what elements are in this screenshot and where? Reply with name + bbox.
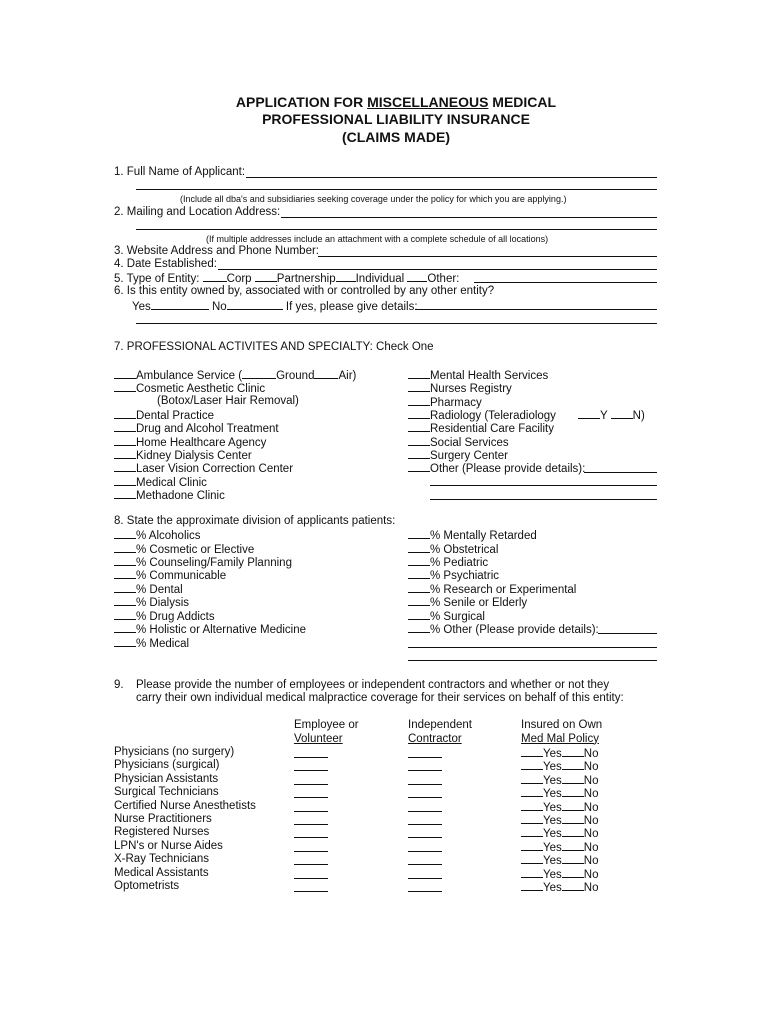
q2-note: (If multiple addresses include an attachment with a complete schedule of all locations): [206, 234, 549, 244]
q9-insured-choice: [521, 759, 598, 774]
q8-drug-addicts-blank[interactable]: [114, 609, 136, 620]
q7-laser-blank[interactable]: [114, 461, 136, 472]
q8-holistic: % Holistic or Alternative Medicine: [114, 622, 306, 637]
q5-corp: Corp: [226, 273, 252, 285]
q2-address-field[interactable]: [281, 217, 657, 218]
q9-contractor-field[interactable]: [408, 797, 442, 798]
q9-text-1: Please provide the number of employees or independent contractors and whether or not they: [136, 679, 610, 691]
q8-obstetrical: % Obstetrical: [408, 542, 498, 557]
q9-no: No: [583, 855, 599, 867]
q9-employee-field[interactable]: [294, 811, 328, 812]
q8-dialysis: % Dialysis: [114, 595, 189, 610]
q9-no-blank[interactable]: [562, 800, 584, 811]
q9-no: No: [583, 748, 599, 760]
q5-individual: Individual: [355, 273, 405, 285]
q9-yes-blank[interactable]: [521, 786, 543, 797]
q7-drug-blank[interactable]: [114, 421, 136, 432]
q9-insured-choice: [521, 786, 598, 801]
q7-radiology-yn: Y N): [578, 408, 645, 423]
q7-ambulance: Ambulance Service ( Ground Air): [114, 368, 356, 383]
form-title-line2: PROFESSIONAL LIABILITY INSURANCE: [262, 111, 530, 127]
q5-other-blank[interactable]: [407, 271, 427, 282]
q6-details-field[interactable]: [415, 309, 657, 310]
q7-surgery-blank[interactable]: [408, 448, 430, 459]
q9-number: 9.: [114, 679, 124, 691]
q6-yes-blank[interactable]: [151, 299, 209, 310]
q4-date-field[interactable]: [218, 269, 657, 270]
q9-contractor-field[interactable]: [408, 891, 442, 892]
q9-row-label: Registered Nurses: [114, 826, 210, 838]
q7-label: 7. PROFESSIONAL ACTIVITES AND SPECIALTY: Check One: [114, 341, 434, 353]
q9-no: No: [583, 815, 599, 827]
q9-yes: Yes: [543, 842, 562, 854]
q9-no: No: [583, 775, 599, 787]
q7-home: Home Healthcare Agency: [114, 435, 266, 450]
q8-surgical-blank[interactable]: [408, 609, 430, 620]
q9-row-label: Surgical Technicians: [114, 786, 219, 798]
q9-col-employee: Employee or Volunteer: [294, 719, 359, 745]
q7-other-field-3[interactable]: [430, 499, 657, 500]
q8-dental-blank[interactable]: [114, 582, 136, 593]
q7-other-field[interactable]: [584, 472, 657, 473]
q7-radiology: Radiology (Teleradiology: [408, 408, 556, 423]
q9-text-2: carry their own individual medical malpractice coverage for their services on behalf of this entity:: [136, 692, 624, 704]
q9-no-blank[interactable]: [562, 813, 584, 824]
q7-cosmetic-blank[interactable]: [114, 381, 136, 392]
q7-medical-blank[interactable]: [114, 475, 136, 486]
q7-radiology-y-blank[interactable]: [578, 408, 600, 419]
q8-label: 8. State the approximate division of applicants patients:: [114, 515, 396, 527]
q7-other-blank[interactable]: [408, 461, 430, 472]
q8-other: % Other (Please provide details):: [408, 622, 599, 637]
q9-yes-blank[interactable]: [521, 813, 543, 824]
q1-note: (Include all dba's and subsidiaries seeking coverage under the policy for which you are applying.): [180, 194, 567, 204]
q9-no-blank[interactable]: [562, 853, 584, 864]
q5-partnership-blank[interactable]: [255, 271, 277, 282]
q1-name-field-2[interactable]: [136, 189, 657, 190]
q8-communicable-blank[interactable]: [114, 568, 136, 579]
q9-no: No: [583, 828, 599, 840]
q8-senile-blank[interactable]: [408, 595, 430, 606]
q9-no-blank[interactable]: [562, 880, 584, 891]
q7-radiology-n-blank[interactable]: [611, 408, 633, 419]
q9-yes-blank[interactable]: [521, 746, 543, 757]
q9-contractor-field[interactable]: [408, 851, 442, 852]
q9-yes: Yes: [543, 748, 562, 760]
q2-address-field-2[interactable]: [136, 229, 657, 230]
q9-no-blank[interactable]: [562, 773, 584, 784]
q7-kidney-blank[interactable]: [114, 448, 136, 459]
q9-yes: Yes: [543, 788, 562, 800]
q7-residential: Residential Care Facility: [408, 421, 554, 436]
q7-dental-blank[interactable]: [114, 408, 136, 419]
q9-no-blank[interactable]: [562, 786, 584, 797]
q8-alcoholics: % Alcoholics: [114, 528, 201, 543]
q7-pharmacy: Pharmacy: [408, 395, 482, 410]
q9-no: No: [583, 802, 599, 814]
q8-pediatric-blank[interactable]: [408, 555, 430, 566]
q9-row-label: Physicians (surgical): [114, 759, 220, 771]
q9-col-contractor: Independent Contractor: [408, 719, 472, 745]
q7-other-field-2[interactable]: [430, 485, 657, 486]
q9-no-blank[interactable]: [562, 826, 584, 837]
q9-no-blank[interactable]: [562, 867, 584, 878]
q8-retarded: % Mentally Retarded: [408, 528, 537, 543]
q9-col-insured: Insured on Own Med Mal Policy: [521, 719, 603, 745]
q8-research: % Research or Experimental: [408, 582, 576, 597]
q7-other: Other (Please provide details):: [408, 461, 585, 476]
q8-drug-addicts: % Drug Addicts: [114, 609, 215, 624]
q9-employee-field[interactable]: [294, 891, 328, 892]
q9-row-label: Physicians (no surgery): [114, 746, 235, 758]
q8-psychiatric-blank[interactable]: [408, 568, 430, 579]
q9-no: No: [583, 761, 599, 773]
q9-row-label: X-Ray Technicians: [114, 853, 210, 865]
q7-kidney: Kidney Dialysis Center: [114, 448, 252, 463]
q9-employee-field[interactable]: [294, 824, 328, 825]
q9-insured-choice: [521, 826, 598, 841]
q9-employee-field[interactable]: [294, 851, 328, 852]
q9-contractor-field[interactable]: [408, 784, 442, 785]
q5-label: 5. Type of Entity:: [114, 273, 200, 285]
q9-no-blank[interactable]: [562, 840, 584, 851]
q5-individual-blank[interactable]: [336, 271, 356, 282]
q7-ground-blank[interactable]: [242, 368, 276, 379]
q5-partnership: Partnership: [276, 273, 336, 285]
q6-no: No: [211, 301, 227, 313]
q9-row-label: LPN's or Nurse Aides: [114, 840, 223, 852]
q7-cosmetic: Cosmetic Aesthetic Clinic: [114, 381, 265, 396]
q8-medical: % Medical: [114, 636, 189, 651]
q9-row-label: Certified Nurse Anesthetists: [114, 800, 256, 812]
q9-yes: Yes: [543, 828, 562, 840]
q8-surgical: % Surgical: [408, 609, 485, 624]
q7-residential-blank[interactable]: [408, 421, 430, 432]
q8-alcoholics-blank[interactable]: [114, 528, 136, 539]
q7-pharmacy-blank[interactable]: [408, 395, 430, 406]
q9-contractor-field[interactable]: [408, 837, 442, 838]
q6-details-field-2[interactable]: [136, 323, 657, 324]
q9-yes-blank[interactable]: [521, 840, 543, 851]
q8-communicable: % Communicable: [114, 568, 226, 583]
q7-social: Social Services: [408, 435, 509, 450]
q8-cosmetic-blank[interactable]: [114, 542, 136, 553]
q6-yes: Yes: [132, 301, 151, 313]
q9-contractor-field[interactable]: [408, 864, 442, 865]
q9-yes-blank[interactable]: [521, 800, 543, 811]
q4-label: 4. Date Established:: [114, 258, 217, 270]
q7-medical: Medical Clinic: [114, 475, 207, 490]
q9-yes: Yes: [543, 882, 562, 894]
q7-air-blank[interactable]: [314, 368, 338, 379]
q7-nurses-blank[interactable]: [408, 381, 430, 392]
q9-insured-choice: [521, 880, 598, 895]
q9-row-label: Physician Assistants: [114, 773, 219, 785]
q8-retarded-blank[interactable]: [408, 528, 430, 539]
q9-employee-field[interactable]: [294, 784, 328, 785]
q7-methadone: Methadone Clinic: [114, 488, 225, 503]
q9-yes-blank[interactable]: [521, 867, 543, 878]
q9-no: No: [583, 869, 599, 881]
q6-label: 6. Is this entity owned by, associated with or controlled by any other entity?: [114, 285, 495, 297]
q9-employee-field[interactable]: [294, 878, 328, 879]
q9-yes-blank[interactable]: [521, 853, 543, 864]
q9-yes: Yes: [543, 855, 562, 867]
q8-other-field-2[interactable]: [408, 647, 657, 648]
q8-cosmetic: % Cosmetic or Elective: [114, 542, 254, 557]
q7-laser: Laser Vision Correction Center: [114, 461, 293, 476]
q8-other-field-3[interactable]: [408, 660, 657, 661]
q7-ambulance-blank[interactable]: [114, 368, 136, 379]
q7-nurses: Nurses Registry: [408, 381, 512, 396]
q9-yes: Yes: [543, 802, 562, 814]
q9-row-label: Medical Assistants: [114, 867, 209, 879]
q1-label: 1. Full Name of Applicant:: [114, 166, 246, 178]
q8-obstetrical-blank[interactable]: [408, 542, 430, 553]
q9-yes-blank[interactable]: [521, 826, 543, 837]
q7-mental-blank[interactable]: [408, 368, 430, 379]
q9-employee-field[interactable]: [294, 837, 328, 838]
q9-no: No: [583, 842, 599, 854]
q9-row-label: Optometrists: [114, 880, 180, 892]
q9-employee-field[interactable]: [294, 864, 328, 865]
q5-row: [114, 271, 459, 286]
q8-holistic-blank[interactable]: [114, 622, 136, 633]
q6-answer-row: [132, 299, 418, 314]
q9-yes: Yes: [543, 761, 562, 773]
q8-senile: % Senile or Elderly: [408, 595, 527, 610]
q5-other: Other:: [427, 273, 460, 285]
q9-yes-blank[interactable]: [521, 773, 543, 784]
q9-insured-choice: [521, 853, 598, 868]
q7-dental: Dental Practice: [114, 408, 214, 423]
q9-contractor-field[interactable]: [408, 757, 442, 758]
form-title-line3: (CLAIMS MADE): [341, 129, 451, 145]
q9-contractor-field[interactable]: [408, 811, 442, 812]
q8-medical-blank[interactable]: [114, 636, 136, 647]
q8-research-blank[interactable]: [408, 582, 430, 593]
q9-employee-field[interactable]: [294, 757, 328, 758]
q9-contractor-field[interactable]: [408, 770, 442, 771]
q7-social-blank[interactable]: [408, 435, 430, 446]
q7-radiology-blank[interactable]: [408, 408, 430, 419]
q9-contractor-field[interactable]: [408, 878, 442, 879]
q9-yes: Yes: [543, 869, 562, 881]
q9-yes: Yes: [543, 815, 562, 827]
q3-website-field[interactable]: [318, 256, 657, 257]
q5-other-field[interactable]: [474, 282, 657, 283]
q9-no: No: [583, 882, 599, 894]
q9-no-blank[interactable]: [562, 746, 584, 757]
q8-pediatric: % Pediatric: [408, 555, 488, 570]
q9-employee-field[interactable]: [294, 797, 328, 798]
q9-row-label: Nurse Practitioners: [114, 813, 212, 825]
q9-yes-blank[interactable]: [521, 880, 543, 891]
q9-no-blank[interactable]: [562, 759, 584, 770]
q7-mental: Mental Health Services: [408, 368, 548, 383]
q8-psychiatric: % Psychiatric: [408, 568, 499, 583]
q7-home-blank[interactable]: [114, 435, 136, 446]
q9-no: No: [583, 788, 599, 800]
q9-employee-field[interactable]: [294, 770, 328, 771]
q8-other-blank[interactable]: [408, 622, 430, 633]
q7-methadone-blank[interactable]: [114, 488, 136, 499]
form-title-line1: APPLICATION FOR MISCELLANEOUS MEDICAL: [235, 94, 557, 110]
q3-label: 3. Website Address and Phone Number:: [114, 245, 319, 257]
q2-label: 2. Mailing and Location Address:: [114, 206, 281, 218]
q1-name-field[interactable]: [246, 177, 657, 178]
q6-no-blank[interactable]: [227, 299, 283, 310]
q5-corp-blank[interactable]: [203, 271, 227, 282]
q8-counseling-blank[interactable]: [114, 555, 136, 566]
q9-yes-blank[interactable]: [521, 759, 543, 770]
q8-dialysis-blank[interactable]: [114, 595, 136, 606]
q7-surgery: Surgery Center: [408, 448, 508, 463]
q8-counseling: % Counseling/Family Planning: [114, 555, 292, 570]
q8-dental: % Dental: [114, 582, 183, 597]
q9-contractor-field[interactable]: [408, 824, 442, 825]
q9-yes: Yes: [543, 775, 562, 787]
q8-other-field[interactable]: [598, 633, 657, 634]
q6-details-label: If yes, please give details:: [285, 301, 418, 313]
q7-drug: Drug and Alcohol Treatment: [114, 421, 279, 436]
q7-cosmetic-detail: (Botox/Laser Hair Removal): [157, 395, 299, 407]
